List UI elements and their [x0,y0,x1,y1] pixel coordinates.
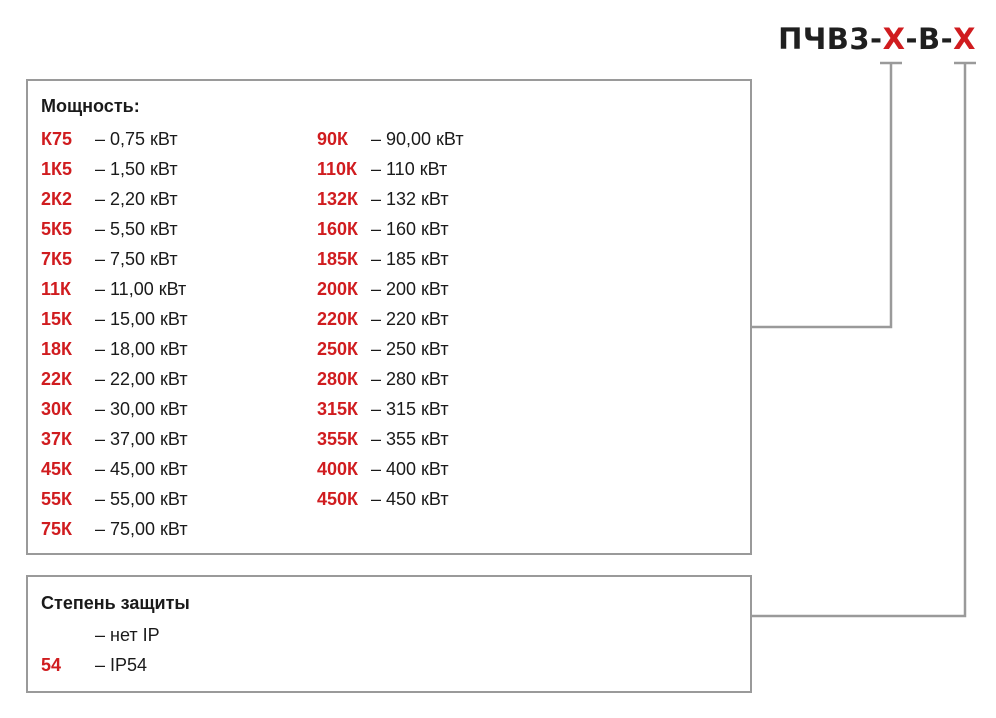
protection-section [26,575,752,693]
option-code: 110К [317,159,358,179]
option-code: 75К [41,519,73,539]
option-row [317,394,464,424]
option-code: 450К [317,489,359,509]
option-description: – IP54 [95,655,148,675]
option-description: – 0,75 кВт [95,129,178,149]
option-description: – 15,00 кВт [95,309,188,329]
option-row [41,394,188,424]
option-code: 5К5 [41,219,73,239]
option-code: 220К [317,309,359,329]
option-description: – нет IP [95,625,160,645]
option-code: 18К [41,339,73,359]
option-row [317,484,464,514]
option-code: К75 [41,129,73,149]
power-list-right [317,124,464,514]
option-code [41,620,95,650]
protection-list [41,620,160,680]
power-list-left [41,124,188,544]
option-row [317,184,464,214]
option-description: – 450 кВт [371,489,449,509]
option-description: – 315 кВт [371,399,449,419]
protection-title: Степень защиты [41,593,190,613]
option-description: – 37,00 кВт [95,429,188,449]
option-code: 55К [41,489,73,509]
option-code: 160К [317,219,359,239]
option-description: – 22,00 кВт [95,369,188,389]
model-middle: -В- [905,22,954,56]
option-description: – 400 кВт [371,459,449,479]
option-row [317,424,464,454]
option-code: 37К [41,429,73,449]
option-description: – 2,20 кВт [95,189,178,209]
option-row [41,484,188,514]
option-code: 280К [317,369,359,389]
option-code: 185К [317,249,359,269]
option-description: – 132 кВт [371,189,449,209]
option-row [317,304,464,334]
option-description: – 250 кВт [371,339,449,359]
option-code: 400К [317,459,359,479]
option-description: – 185 кВт [371,249,449,269]
model-protection-variable: Х [953,22,976,56]
option-description: – 355 кВт [371,429,449,449]
power-connector-line [752,63,891,327]
option-description: – 160 кВт [371,219,449,239]
protection-connector-line [752,63,965,616]
option-code: 7К5 [41,249,73,269]
option-row [317,124,464,154]
model-power-variable: Х [882,22,906,56]
option-code: 355К [317,429,359,449]
option-row [317,154,464,184]
option-description: – 1,50 кВт [95,159,178,179]
option-row [41,274,188,304]
option-row [41,124,188,154]
option-code: 132К [317,189,359,209]
option-description: – 110 кВт [371,159,448,179]
option-code: 315К [317,399,359,419]
option-description: – 11,00 кВт [95,279,187,299]
power-title: Мощность: [41,96,140,116]
option-description: – 18,00 кВт [95,339,188,359]
option-code: 54 [41,655,62,675]
option-row [317,454,464,484]
option-row [317,334,464,364]
option-code: 15К [41,309,73,329]
option-row [317,244,464,274]
option-code: 250К [317,339,359,359]
option-description: – 280 кВт [371,369,449,389]
option-code: 45К [41,459,73,479]
option-code: 200К [317,279,359,299]
option-row [41,334,188,364]
option-row [317,274,464,304]
option-description: – 200 кВт [371,279,449,299]
option-description: – 30,00 кВт [95,399,188,419]
option-description: – 7,50 кВт [95,249,178,269]
option-code: 2К2 [41,189,73,209]
option-row [41,514,188,544]
option-description: – 45,00 кВт [95,459,188,479]
option-description: – 75,00 кВт [95,519,188,539]
option-code: 1К5 [41,159,73,179]
option-description: – 55,00 кВт [95,489,188,509]
option-row [41,454,188,484]
option-row [41,214,188,244]
option-row [41,244,188,274]
model-code [778,22,976,56]
option-row [41,424,188,454]
option-description: – 220 кВт [371,309,449,329]
option-row [317,364,464,394]
power-section [26,79,752,555]
option-row [41,620,160,650]
model-prefix: ПЧВ3- [778,22,883,56]
option-code: 11К [41,279,72,299]
option-code: 90К [317,129,349,149]
option-row [41,184,188,214]
option-code: 30К [41,399,73,419]
option-row [41,650,160,680]
option-description: – 5,50 кВт [95,219,178,239]
option-row [317,214,464,244]
option-code: 22К [41,369,73,389]
option-row [41,304,188,334]
option-description: – 90,00 кВт [371,129,464,149]
option-row [41,364,188,394]
option-row [41,154,188,184]
